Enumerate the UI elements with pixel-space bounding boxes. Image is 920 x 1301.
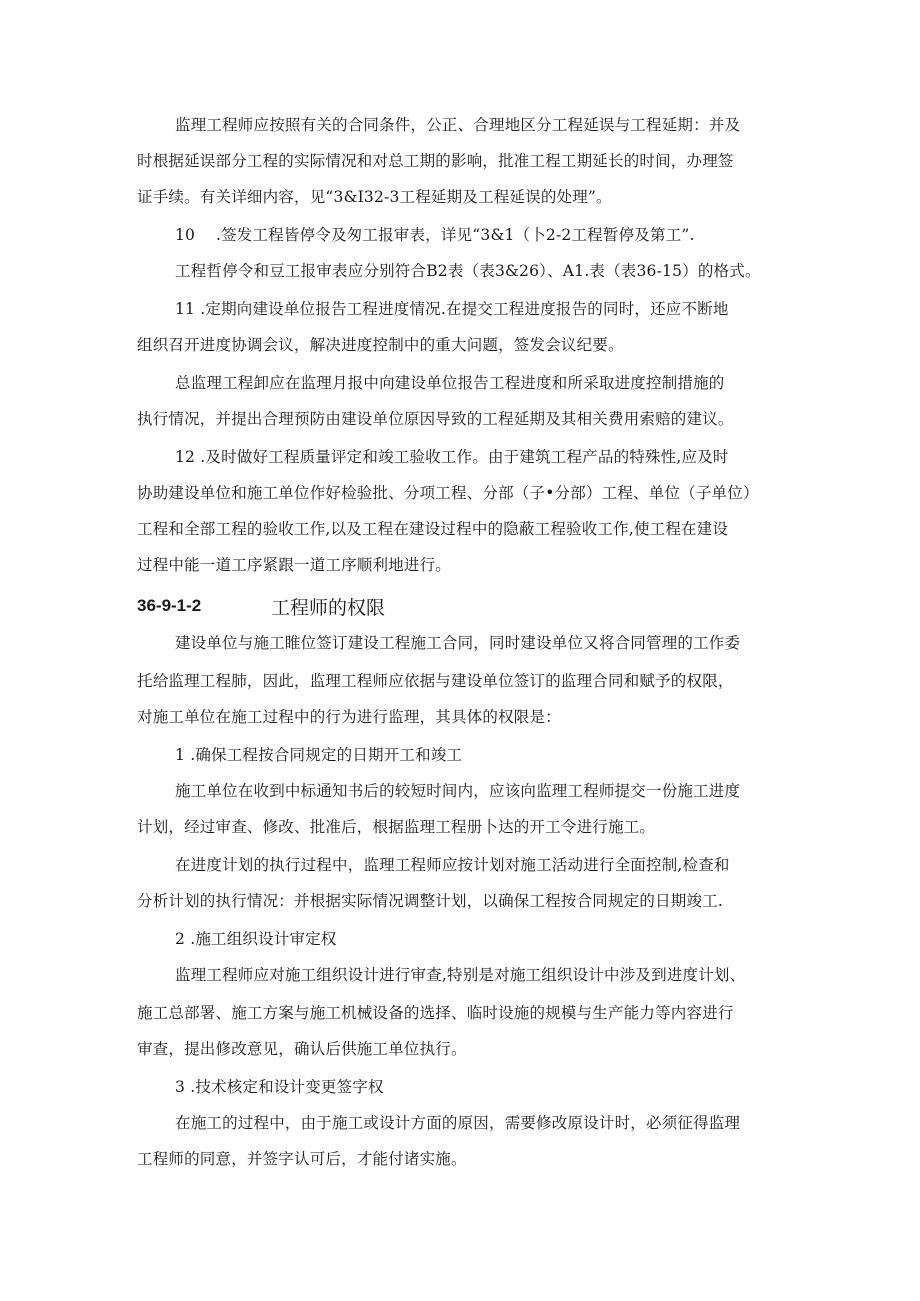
paragraph-line: 时根据延误部分工程的实际情况和对总工期的影响，批准工程工期延长的时间，办理签 (137, 152, 734, 170)
paragraph-line: 审查，提出修改意见，确认后供施工单位执行。 (137, 1040, 467, 1058)
paragraph-line: 对施工单位在施工过程中的行为进行监理，其具体的权限是： (137, 708, 561, 726)
paragraph-line: 在进度计划的执行过程中，监理工程师应按计划对施工活动进行全面控制,检查和 (175, 856, 730, 874)
paragraph-line: 计划，经过审查、修改、批准后，根据监理工程册卜达的开工令进行施工。 (137, 818, 656, 836)
paragraph-line: 证手续。有关详细内容，见“3&I32-3工程延期及工程延误的处理”。 (137, 188, 612, 206)
paragraph-line: 工程和全部工程的验收工作,以及工程在建设过程中的隐蔽工程验收工作,使工程在建设 (137, 520, 729, 538)
section-number: 36-9-1-2 (137, 596, 202, 615)
paragraph-line: 组织召开进度协调会议，解决进度控制中的重大问题，签发会议纪要。 (137, 336, 624, 354)
paragraph-line: 12 .及时做好工程质量评定和竣工验收工作。由于建筑工程产品的特殊性,应及时 (175, 448, 729, 466)
paragraph-line: 执行情况，并提出合理预防由建设单位原因导致的工程延期及其相关费用索赔的建议。 (137, 410, 734, 428)
paragraph-line: 建设单位与施工睢位签订建设工程施工合同，同时建设单位又将合同管理的工作委 (175, 634, 741, 652)
paragraph-line: 托给监理工程肺，因此，监理工程师应依据与建设单位签订的监理合同和赋予的权限， (137, 672, 734, 690)
paragraph-line: 监理工程师应按照有关的合同条件，公正、合理地区分工程延误与工程延期：并及 (175, 116, 741, 134)
paragraph-line: 在施工的过程中，由于施工或设计方面的原因，需要修改原设计时，必须征得监理 (175, 1114, 741, 1132)
paragraph-line: 工程哲停令和豆工报审表应分别符合B2表（表3&26）、A1.表（表36-15）的格式。 (175, 262, 761, 280)
paragraph-line: 3 .技术核定和设计变更签字权 (175, 1078, 384, 1096)
paragraph-line: 总监理工程卸应在监理月报中向建设单位报告工程进度和所采取进度控制措施的 (175, 374, 725, 392)
paragraph-line: 监理工程师应对施工组织设计进行审查,特别是对施工组织设计中涉及到进度计划、 (175, 966, 746, 984)
paragraph-line: 分析计划的执行情况：并根据实际情况调整计划，以确保工程按合同规定的日期竣工. (137, 892, 724, 910)
section-title: 工程师的权限 (271, 597, 386, 619)
paragraph-line: 施工单位在收到中标通知书后的较短时间内，应该向监理工程师提交一份施工进度 (175, 782, 741, 800)
paragraph-line: 工程师的同意，并签字认可后，才能付诸实施。 (137, 1150, 467, 1168)
paragraph-line: 施工总部署、施工方案与施工机械设备的选择、临时设施的规模与生产能力等内容进行 (137, 1004, 734, 1022)
paragraph-line: 1 .确保工程按合同规定的日期开工和竣工 (175, 746, 463, 764)
paragraph-line: 11 .定期向建设单位报告工程进度情况.在提交工程进度报告的同时，还应不断地 (175, 300, 729, 318)
paragraph-line: 2 .施工组织设计审定权 (175, 930, 337, 948)
paragraph-line: 10 .签发工程皆停令及匆工报审表，详见“3&1（卜2-2工程暂停及第工”. (175, 226, 695, 244)
paragraph-line: 协助建设单位和施工单位作好检验批、分项工程、分部（子•分部）工程、单位（子单位） (137, 484, 759, 502)
paragraph-line: 过程中能一道工序紧跟一道工序顺利地进行。 (137, 556, 452, 574)
